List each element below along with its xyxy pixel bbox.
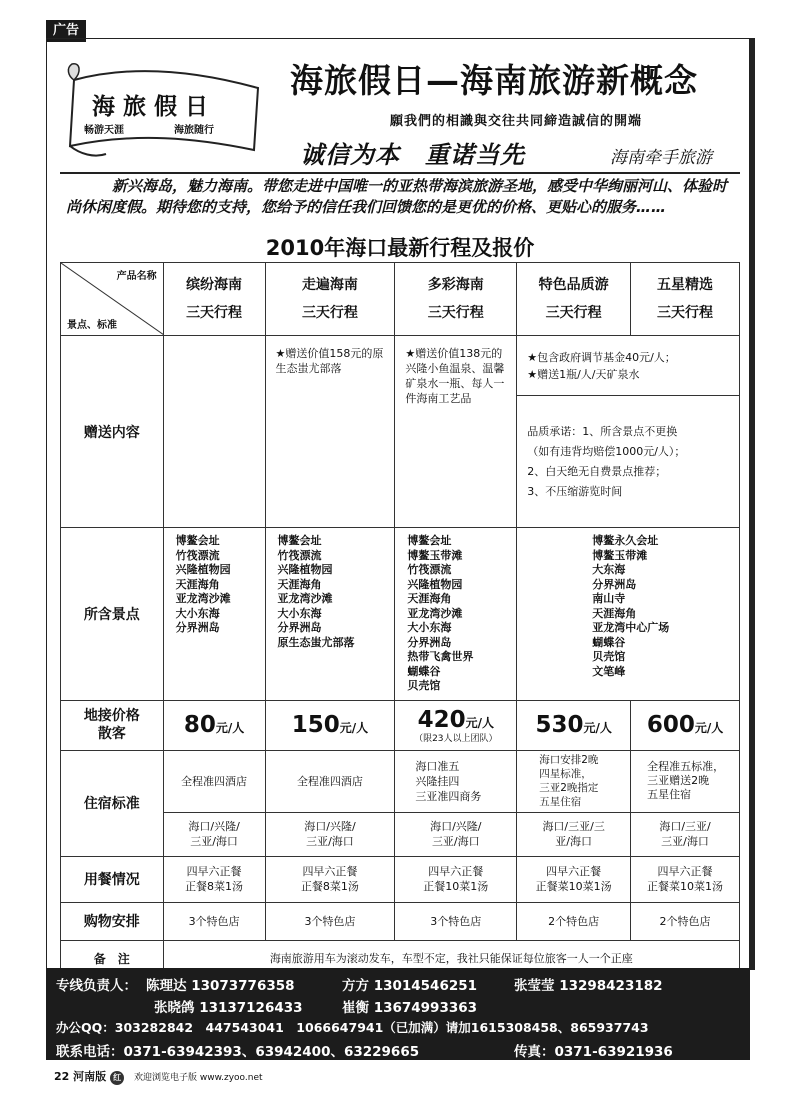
remarks-cell: 海南旅游用车为滚动发车，车型不定，我社只能保证每位旅客一人一个正座 <box>163 940 739 976</box>
divider <box>60 172 740 174</box>
table-title: 2010年海口最新行程及报价 <box>265 236 535 260</box>
contact-fax: 传真：0371-63921936 <box>514 1044 673 1060</box>
hotel-cell: 海口准五 兴隆挂四 三亚准四商务 <box>395 750 517 812</box>
frame-shadow <box>750 38 755 970</box>
hotel-route-cell: 海口/兴隆/ 三亚/海口 <box>265 812 395 856</box>
row-label-shopping: 购物安排 <box>61 902 164 940</box>
logo <box>66 58 266 168</box>
gift-cell-empty <box>163 336 265 528</box>
table-corner <box>61 263 164 336</box>
hotel-cell: 海口安排2晚 四星标准， 三亚2晚指定 五星住宿 <box>517 750 631 812</box>
contact-person: 张晓鸽 13137126433 <box>154 1000 303 1016</box>
row-label-meals: 用餐情况 <box>61 856 164 902</box>
price-cell: 150元/人 <box>265 700 395 750</box>
price-cell: 420元/人 （限23人以上团队） <box>395 700 517 750</box>
page-footer <box>54 1068 263 1085</box>
shopping-cell: 3个特色店 <box>163 902 265 940</box>
row-label-sights: 所含景点 <box>61 528 164 701</box>
meals-cell: 四早六正餐 正餐8菜1汤 <box>265 856 395 902</box>
hotel-route-cell: 海口/三亚/ 三亚/海口 <box>631 812 740 856</box>
contact-label: 专线负责人： <box>56 978 137 994</box>
intro-text: 新兴海岛，魅力海南。带您走进中国唯一的亚热带海滨旅游圣地，感受中华绚丽河山、体验时尚休闲度假。期待您的支持，您给予的信任我们回馈您的是更优的价格、更贴心的服务…… <box>66 177 728 216</box>
hotel-cell: 全程准五标准， 三亚赠送2晚 五星住宿 <box>631 750 740 812</box>
hotel-cell: 全程准四酒店 <box>163 750 265 812</box>
itinerary-price-table <box>60 262 740 977</box>
corner-label-product: 产品名称 <box>116 271 157 282</box>
subline: 願我們的相識與交往共同締造誠信的開端 <box>390 114 643 129</box>
hotel-route-cell: 海口/三亚/三 亚/海口 <box>517 812 631 856</box>
contact-bar <box>46 968 750 1060</box>
hotel-route-cell: 海口/兴隆/ 三亚/海口 <box>163 812 265 856</box>
motto: 诚信为本 重诺当先 <box>300 141 525 169</box>
gift-cell: ★赠送价值158元的原生态蚩尤部落 <box>265 336 395 528</box>
sights-cell: 博鳌会址 博鳌玉带滩 竹筏漂流 兴隆植物园 天涯海角 亚龙湾沙滩 大小东海 分界洲岛 热带飞禽世界 蝴蝶谷 贝壳馆 <box>395 528 517 701</box>
price-cell: 80元/人 <box>163 700 265 750</box>
row-label-remarks: 备 注 <box>61 940 164 976</box>
row-label-hotel: 住宿标准 <box>61 750 164 856</box>
row-label-gift: 赠送内容 <box>61 336 164 528</box>
meals-cell: 四早六正餐 正餐10菜1汤 <box>395 856 517 902</box>
product-header: 走遍海南 三天行程 <box>265 263 395 336</box>
product-header: 缤纷海南 三天行程 <box>163 263 265 336</box>
shopping-cell: 3个特色店 <box>395 902 517 940</box>
logo-title: 海旅假日 <box>92 93 216 120</box>
price-cell: 530元/人 <box>517 700 631 750</box>
corner-label-standard: 景点、标准 <box>67 320 117 331</box>
quality-promise: 品质承诺：1、所含景点不更换 （如有违背均赔偿1000元/人）； 2、白天绝无自费景点推荐； 3、不压缩游览时间 <box>517 396 740 528</box>
hotel-cell: 全程准四酒店 <box>265 750 395 812</box>
meals-cell: 四早六正餐 正餐菜10菜1汤 <box>517 856 631 902</box>
shopping-cell: 2个特色店 <box>631 902 740 940</box>
ad-tag: 广告 <box>46 20 86 42</box>
logo-slogan-right: 海旅随行 <box>174 125 214 136</box>
website-text: 欢迎浏览电子版 www.zyoo.net <box>134 1073 263 1083</box>
product-header: 多彩海南 三天行程 <box>395 263 517 336</box>
contact-phone: 联系电话：0371-63942393、63942400、63229665 <box>56 1044 420 1060</box>
product-header: 特色品质游 三天行程 <box>517 263 631 336</box>
edition-badge: 红 <box>110 1071 124 1085</box>
shopping-cell: 2个特色店 <box>517 902 631 940</box>
gift-cell: ★赠送价值138元的兴隆小鱼温泉、温馨矿泉水一瓶、每人一件海南工艺品 <box>395 336 517 528</box>
sights-cell: 博鳌会址 竹筏漂流 兴隆植物园 天涯海角 亚龙湾沙滩 大小东海 分界洲岛 原生态蚩尤部落 <box>265 528 395 701</box>
shopping-cell: 3个特色店 <box>265 902 395 940</box>
edition-label: 河南版 <box>73 1070 107 1083</box>
meals-cell: 四早六正餐 正餐菜10菜1汤 <box>631 856 740 902</box>
price-cell: 600元/人 <box>631 700 740 750</box>
hotel-route-cell: 海口/兴隆/ 三亚/海口 <box>395 812 517 856</box>
headline: 海旅假日—海南旅游新概念 <box>290 61 698 100</box>
page-number: 22 <box>54 1070 70 1083</box>
meals-cell: 四早六正餐 正餐8菜1汤 <box>163 856 265 902</box>
gift-cell-combined: ★包含政府调节基金40元/人； ★赠送1瓶/人/天矿泉水 <box>517 336 740 396</box>
sights-cell-combined: 博鳌永久会址 博鳌玉带滩 大东海 分界洲岛 南山寺 天涯海角 亚龙湾中心广场 蝴蝶谷 贝壳馆 文笔峰 <box>517 528 740 701</box>
contact-qq: 办公QQ：303282842 447543041 1066647941（已加满）请加1615308458、865937743 <box>56 1020 649 1035</box>
brand-name: 海南牵手旅游 <box>610 148 712 168</box>
contact-person: 方方 13014546251 <box>342 978 478 994</box>
logo-slogan-left: 畅游天涯 <box>84 125 124 136</box>
contact-person: 崔衡 13674993363 <box>342 1000 478 1016</box>
product-header: 五星精选 三天行程 <box>631 263 740 336</box>
row-label-price: 地接价格 散客 <box>61 700 164 750</box>
contact-person: 陈理达 13073776358 <box>146 978 295 994</box>
sights-cell: 博鳌会址 竹筏漂流 兴隆植物园 天涯海角 亚龙湾沙滩 大小东海 分界洲岛 <box>163 528 265 701</box>
contact-person: 张莹莹 13298423182 <box>514 978 663 994</box>
